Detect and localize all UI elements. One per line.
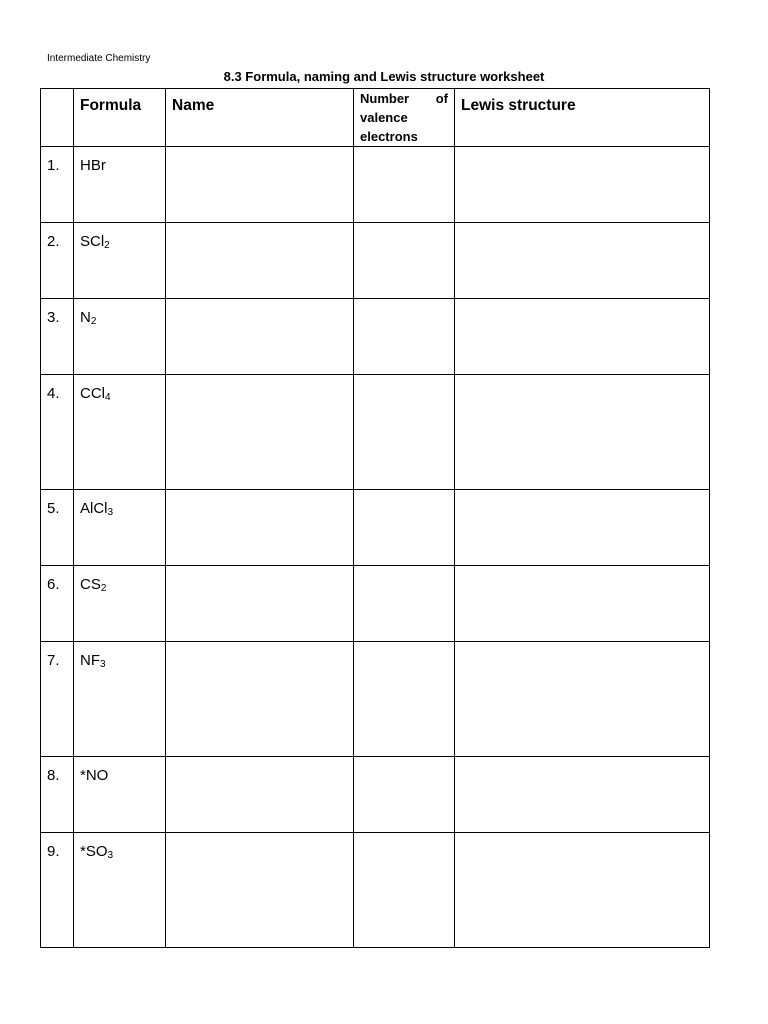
lewis-answer-cell[interactable] [455, 147, 710, 223]
formula-subscript: 2 [104, 240, 110, 251]
table-row [41, 566, 710, 642]
lewis-answer-cell[interactable] [455, 490, 710, 566]
name-answer-cell[interactable] [166, 299, 354, 375]
formula [74, 490, 165, 518]
formula-text: SO [85, 843, 108, 860]
valence-answer-cell[interactable] [354, 299, 455, 375]
row-number-cell [41, 223, 74, 299]
formula-subscript: 4 [105, 392, 111, 403]
lewis-answer-cell[interactable] [455, 566, 710, 642]
formula-cell [74, 757, 166, 833]
name-answer-cell[interactable] [166, 223, 354, 299]
valence-answer-cell[interactable] [354, 223, 455, 299]
row-number: 8. [47, 767, 60, 784]
formula-cell [74, 299, 166, 375]
formula-cell [74, 642, 166, 757]
table-row [41, 147, 710, 223]
formula-prefix: * [80, 843, 86, 860]
formula-text: HBr [80, 157, 106, 174]
formula-cell [74, 490, 166, 566]
header-formula-cell [74, 89, 166, 147]
row-number-cell [41, 147, 74, 223]
row-number: 4. [47, 385, 60, 402]
table-row [41, 375, 710, 490]
table-row [41, 490, 710, 566]
table-row [41, 757, 710, 833]
header-lewis-cell [455, 89, 710, 147]
row-number: 1. [47, 157, 60, 174]
formula [74, 757, 165, 784]
row-number-cell [41, 375, 74, 490]
name-answer-cell[interactable] [166, 375, 354, 490]
formula-cell [74, 223, 166, 299]
formula [74, 375, 165, 403]
row-number: 5. [47, 500, 60, 517]
formula-prefix: * [80, 767, 86, 784]
header-name: Name [172, 97, 215, 114]
formula-subscript: 3 [107, 850, 114, 861]
table-row [41, 223, 710, 299]
valence-answer-cell[interactable] [354, 642, 455, 757]
table-row [41, 833, 710, 948]
lewis-answer-cell[interactable] [455, 223, 710, 299]
table-row [41, 299, 710, 375]
formula [74, 147, 165, 174]
header-valence: Number of valence electrons [360, 91, 448, 144]
formula-text: NO [85, 767, 109, 784]
header-lewis: Lewis structure [461, 97, 576, 114]
formula [74, 642, 165, 670]
row-number: 3. [47, 309, 60, 326]
name-answer-cell[interactable] [166, 757, 354, 833]
lewis-answer-cell[interactable] [455, 833, 710, 948]
formula-cell [74, 375, 166, 490]
formula-subscript: 3 [107, 507, 114, 518]
formula-text: CCl [80, 385, 105, 402]
formula [74, 299, 165, 327]
formula-text: AlCl [80, 500, 108, 517]
valence-answer-cell[interactable] [354, 490, 455, 566]
formula-subscript: 2 [100, 583, 107, 594]
lewis-answer-cell[interactable] [455, 299, 710, 375]
lewis-answer-cell[interactable] [455, 375, 710, 490]
row-number: 7. [47, 652, 60, 669]
formula [74, 566, 165, 594]
header-number-cell [41, 89, 74, 147]
formula-subscript: 3 [100, 659, 106, 670]
title-text: 8.3 Formula, naming and Lewis structure worksheet [223, 69, 545, 84]
header-row [41, 89, 710, 147]
worksheet-table [40, 88, 710, 948]
valence-answer-cell[interactable] [354, 566, 455, 642]
name-answer-cell[interactable] [166, 147, 354, 223]
row-number: 2. [47, 233, 60, 250]
valence-answer-cell[interactable] [354, 833, 455, 948]
row-number-cell [41, 490, 74, 566]
page-title [0, 69, 768, 84]
row-number: 9. [47, 843, 60, 860]
valence-answer-cell[interactable] [354, 757, 455, 833]
formula-cell [74, 566, 166, 642]
valence-answer-cell[interactable] [354, 147, 455, 223]
header-name-cell [166, 89, 354, 147]
formula [74, 833, 165, 861]
lewis-answer-cell[interactable] [455, 757, 710, 833]
name-answer-cell[interactable] [166, 833, 354, 948]
formula-text: NF [80, 652, 100, 669]
table-row [41, 642, 710, 757]
row-number-cell [41, 833, 74, 948]
header-formula: Formula [80, 97, 142, 114]
lewis-answer-cell[interactable] [455, 642, 710, 757]
row-number-cell [41, 757, 74, 833]
name-answer-cell[interactable] [166, 642, 354, 757]
course-name: Intermediate Chemistry [47, 53, 151, 64]
header-valence-cell [354, 89, 455, 147]
formula-cell [74, 833, 166, 948]
row-number-cell [41, 566, 74, 642]
formula-text: CS [80, 576, 101, 593]
formula-text: SCl [80, 233, 105, 250]
formula-subscript: 2 [90, 316, 97, 327]
valence-answer-cell[interactable] [354, 375, 455, 490]
formula [74, 223, 165, 251]
row-number: 6. [47, 576, 60, 593]
name-answer-cell[interactable] [166, 566, 354, 642]
row-number-cell [41, 642, 74, 757]
formula-text: N [80, 309, 91, 326]
formula-cell [74, 147, 166, 223]
row-number-cell [41, 299, 74, 375]
name-answer-cell[interactable] [166, 490, 354, 566]
